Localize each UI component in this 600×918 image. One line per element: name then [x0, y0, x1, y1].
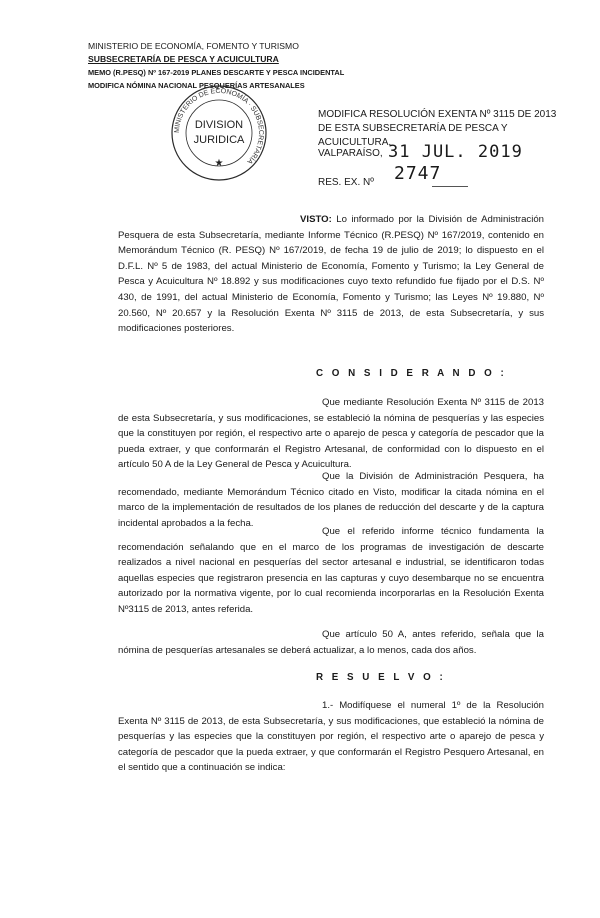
resolution-number: 2747 — [394, 163, 442, 184]
resolution-title: MODIFICA RESOLUCIÓN EXENTA Nº 3115 DE 2013 DE ESTA SUBSECRETARÍA DE PESCA Y ACUICULTURA. — [318, 109, 557, 148]
considerando-paragraph-4: Que artículo 50 A, antes referido, señala que la nómina de pesquerías artesanales se deberá actualizar, a lo menos, cada dos años. — [118, 629, 544, 656]
star-icon: ★ — [214, 158, 224, 169]
resuelvo-heading: R E S U E L V O : — [316, 672, 446, 683]
subsecretariat-name: SUBSECRETARÍA DE PESCA Y ACUICULTURA — [88, 54, 279, 64]
res-ex-label: RES. EX. Nº — [318, 177, 374, 188]
division-juridica-stamp — [168, 82, 270, 184]
stamp-text-division: DIVISION — [194, 119, 244, 131]
memo-reference: MEMO (R.PESQ) Nº 167-2019 PLANES DESCARTE Y PESCA INCIDENTAL — [88, 68, 345, 77]
considerando-paragraph-3: Que el referido informe técnico fundamenta la recomendación señalando que en el marco de los programas de investigación de descarte realizados a nivel nacional en pesquerías del sector artesanal e industrial, se identificaron todas aquellas especies que registraron presencia en las capturas y cuyo desembarque no se encuentra autorizado por la normativa vigente, por lo cual recomienda incorporarlas en la Resolución Exenta Nº3115 de 2013, antes referida. — [118, 526, 544, 615]
visto-paragraph — [118, 212, 544, 337]
number-underline — [432, 186, 468, 187]
issue-date: 31 JUL. 2019 — [388, 142, 523, 162]
stamp-ring-text: MINISTERIO DE ECONOMÍA · SUBSECRETARÍA — [173, 87, 265, 165]
visto-text: Lo informado por la División de Administración Pesquera de esta Subsecretaría, mediante Informe Técnico (R.PESQ) Nº 167/2019, contenido en Memorándum Técnico (R. PESQ) Nº 167/2019, de fecha 19 de julio de 2019; lo dispuesto en el D.F.L. Nº 5 de 1983, del actual Ministerio de Economía, Fomento y Turismo; la Ley General de Pesca y Acuicultura Nº 18.892 y sus modificaciones cuyo texto refundido fue fijado por el D.S. Nº 430, de 1991, del actual Ministerio de Economía, Fomento y Turismo; las Leyes Nº 19.880, Nº 20.560, Nº 20.657 y la Resolución Exenta Nº 3115 de 2013, de esta Subsecretaría, y sus modificaciones posteriores. — [118, 214, 544, 335]
subject-reference: MODIFICA NÓMINA NACIONAL PESQUERÍAS ARTESANALES — [88, 81, 305, 90]
place-label: VALPARAÍSO, — [318, 148, 383, 159]
stamp-text-juridica: JURIDICA — [193, 134, 245, 146]
considerando-heading: C O N S I D E R A N D O : — [316, 368, 507, 379]
considerando-paragraph-1: Que mediante Resolución Exenta Nº 3115 de 2013 de esta Subsecretaría, y sus modificaciones, se estableció la nómina de pesquerías y las especies que la constituyen por región, el respectivo arte o aparejo de pesca y categoría de pescador que la pueda extraer, y que conformarán el Registro Artesanal, de conformidad con lo dispuesto en el artículo 50 A de la Ley General de Pesca y Acuicultura. — [118, 397, 544, 471]
resuelvo-paragraph-1: 1.- Modifíquese el numeral 1º de la Resolución Exenta Nº 3115 de 2013, de esta Subsecretaría, y sus modificaciones, que estableció la nómina de pesquerías y las especies que la constituyen por región, el respectivo arte o aparejo de pesca y categoría de pescador que la pueda extraer, y que conformarán el Registro Pesquero Artesanal, en el sentido que a continuación se indica: — [118, 700, 544, 774]
stamp-inner-ring — [186, 100, 252, 166]
ministry-name: MINISTERIO DE ECONOMÍA, FOMENTO Y TURISMO — [88, 41, 299, 51]
considerando-paragraph-2: Que la División de Administración Pesquera, ha recomendado, mediante Memorándum Técnico citado en Visto, modificar la citada nómina en el marco de la implementación de resultados de los planes de reducción del descarte y de la captura incidental aprobados a la fecha. — [118, 471, 544, 529]
visto-label: VISTO: — [300, 214, 332, 225]
